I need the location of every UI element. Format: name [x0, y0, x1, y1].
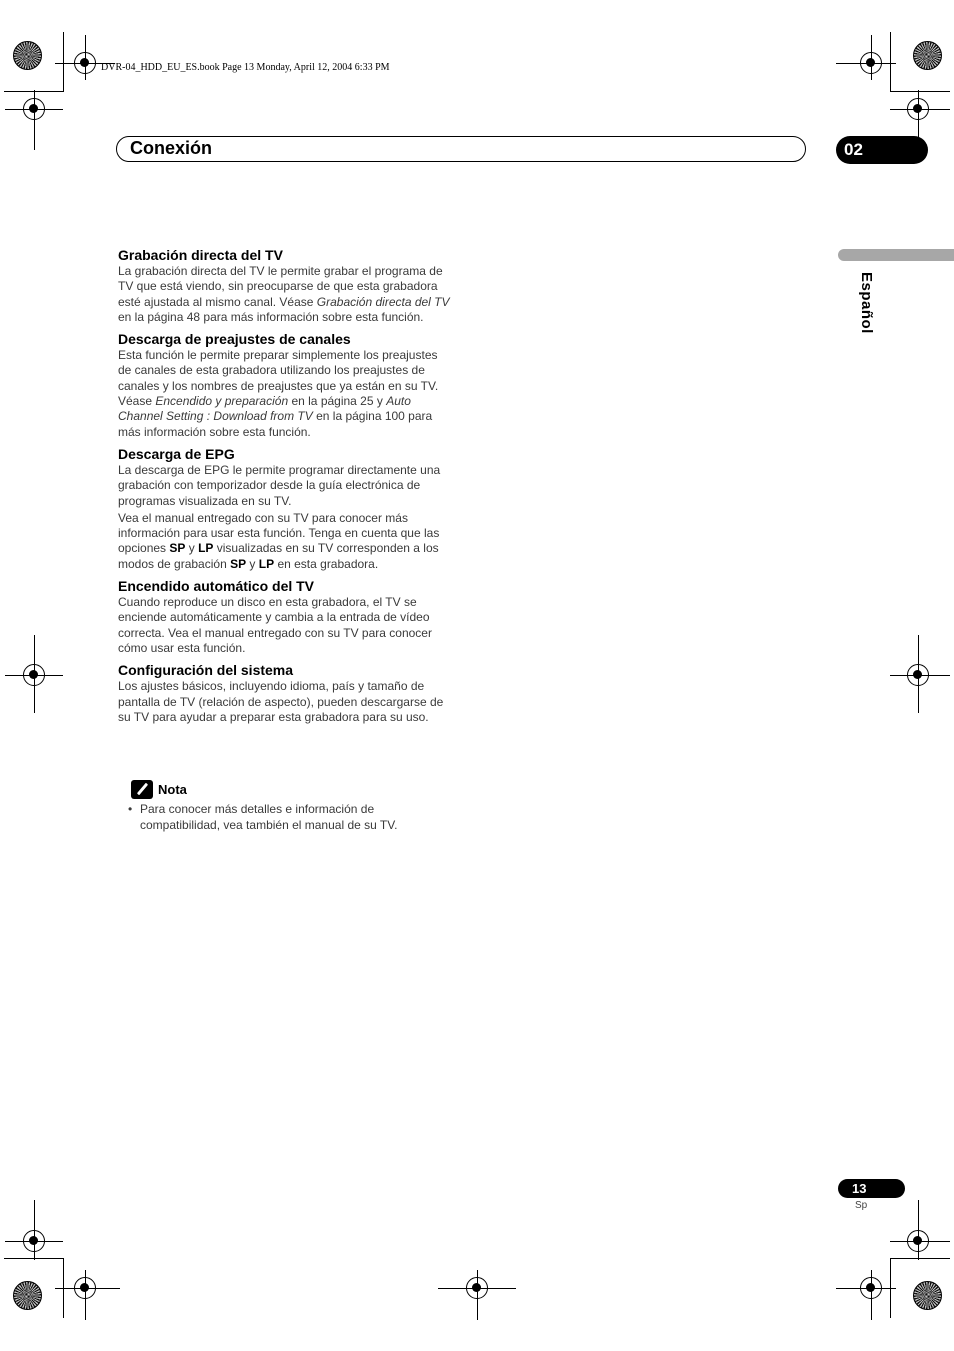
note-item: [128, 801, 448, 833]
section-heading: Grabación directa del TV: [118, 247, 283, 263]
section-paragraph: Esta función le permite preparar simplemente los preajustes de canales de esta grabadora utilizando los preajustes de canales y los nombres de preajustes que ya están en su TV. Véase Encendido y preparación en la página 25 y Auto Channel Setting : Download from TV en la página 100 para más información sobre esta función.: [118, 348, 439, 439]
header-bar: [116, 136, 806, 162]
note-header: [131, 780, 187, 799]
bullet: •: [128, 802, 133, 816]
language-tab-label: Español: [858, 272, 875, 334]
chapter-badge: 02: [836, 136, 928, 164]
section-heading: Descarga de preajustes de canales: [118, 331, 351, 348]
note-item-text: Para conocer más detalles e información de compatibilidad, vea también el manual de su TV.: [140, 802, 398, 832]
registration-starburst-icon: [13, 41, 42, 70]
section-paragraph: La grabación directa del TV le permite grabar el programa de TV que está viendo, sin preocuparse de que esta grabadora esté ajustada al mismo canal. Véase Grabación directa del TV en la página 48 para más información sobre esta función.: [118, 264, 450, 324]
book-info: DVR-04_HDD_EU_ES.book Page 13 Monday, April 12, 2004 6:33 PM: [101, 62, 390, 73]
registration-starburst-icon: [13, 1281, 42, 1310]
language-tab-bar: [838, 249, 954, 261]
section-paragraph: Vea el manual entregado con su TV para conocer más información para usar esta función. Tenga en cuenta que las opciones SP y LP visualizadas en su TV corresponden a los modos de grabación SP y LP en esta grabadora.: [118, 510, 440, 571]
note-label: Nota: [158, 782, 187, 797]
main-content: [118, 246, 454, 725]
page-number: 13: [838, 1179, 905, 1198]
section-heading: Encendido automático del TV: [118, 578, 315, 595]
pencil-icon: [131, 780, 153, 799]
page-language-code: Sp: [855, 1200, 868, 1211]
section-heading: Configuración del sistema: [118, 662, 294, 679]
section-paragraph: La descarga de EPG le permite programar directamente una grabación con temporizador desde la guía electrónica de programas visualizada en su TV.: [118, 462, 441, 508]
section-heading: Descarga de EPG: [118, 445, 235, 462]
section-paragraph: Los ajustes básicos, incluyendo idioma, país y tamaño de pantalla de TV (relación de aspecto), pueden descargarse de su TV para ayudar a preparar esta grabadora para su uso.: [118, 679, 444, 724]
registration-starburst-icon: [913, 41, 942, 70]
section-paragraph: Cuando reproduce un disco en esta grabadora, el TV se enciende automáticamente y cambia a la entrada de vídeo correcta. Vea el manual entregado con su TV para conocer cómo usar esta función.: [118, 595, 432, 655]
page-title: Conexión: [130, 138, 213, 158]
registration-starburst-icon: [913, 1281, 942, 1310]
